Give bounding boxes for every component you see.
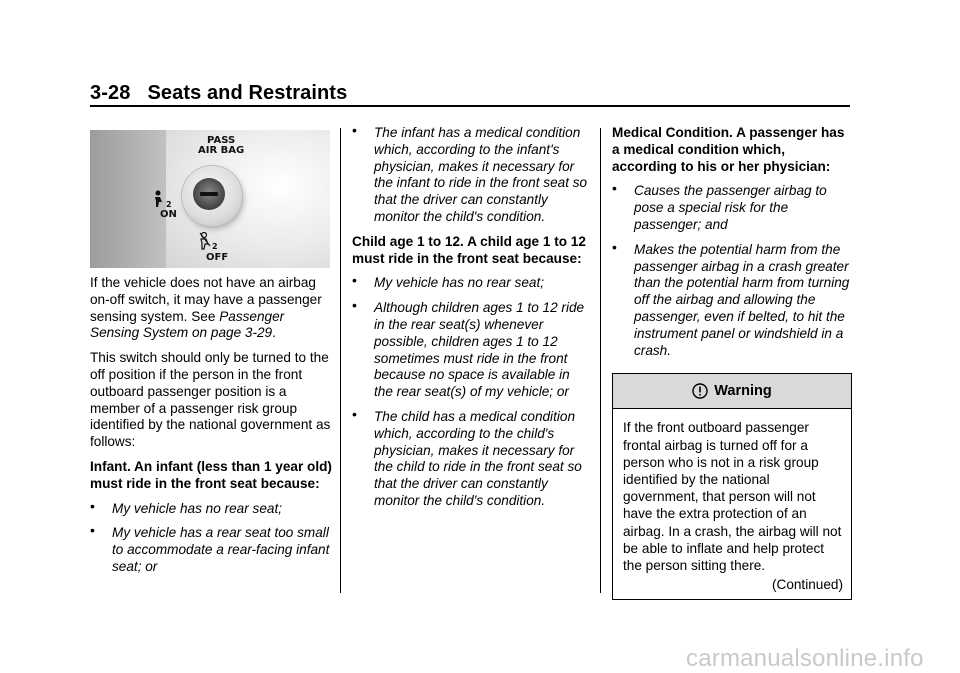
watermark-text: carmanualsonline.info: [686, 645, 924, 672]
on-label: ON: [160, 209, 177, 220]
page-header: [90, 82, 347, 105]
list-item: • My vehicle has a rear seat too small to accommodate a rear-facing infant seat; or: [90, 525, 333, 575]
infant-bullet-continued: [352, 125, 592, 226]
warning-icon: [692, 383, 708, 399]
column-3: [612, 125, 852, 600]
list-item: • The child has a medical condition which, according to the child's physician, makes it necessary for the child to ride in the front seat so that the driver can constantly monitor the child's condition.: [352, 409, 592, 510]
warning-box: [612, 373, 852, 600]
intro-text: If the vehicle does not have an airbag on-off switch, it may have a passenger sensing system. See: [90, 275, 322, 324]
airbag-label: AIR BAG: [198, 145, 245, 156]
cross-reference: Passenger Sensing System on page 3-29: [90, 308, 285, 341]
intro-end: .: [272, 325, 276, 341]
child-bullet-list: [352, 275, 592, 509]
pass-airbag-label: [198, 136, 244, 156]
list-item: • Makes the potential harm from the passenger airbag in a crash greater than the potential harm from turning off the airbag and allowing the passenger, even if belted, to hit the instrument panel or windshield in a crash.: [612, 242, 852, 360]
column-2: [352, 125, 592, 518]
warning-title: Warning: [714, 382, 772, 399]
list-item: • Causes the passenger airbag to pose a special risk for the passenger; and: [612, 183, 852, 233]
list-item: • My vehicle has no rear seat;: [352, 275, 592, 292]
list-item: • Although children ages 1 to 12 ride in the rear seat(s) whenever possible, children ages 1 to 12 sometimes must ride in the front because no space is available in the rear seat(s) of my vehicle; or: [352, 300, 592, 401]
column-1: [90, 275, 333, 584]
column-divider: [340, 128, 341, 593]
medical-bullet-list: [612, 183, 852, 359]
key-slot: [200, 192, 218, 196]
column-divider: [600, 128, 601, 593]
switch-paragraph: This switch should only be turned to the off position if the person in the front outboard passenger position is a member of a passenger risk group identified by the national government as follows:: [90, 350, 331, 450]
off-label: OFF: [206, 252, 229, 263]
infant-heading: Infant. An infant (less than 1 year old) must ride in the front seat because:: [90, 458, 332, 491]
on-icon-sub: 2: [166, 200, 172, 209]
page-number: 3-28: [90, 82, 131, 104]
section-title: Seats and Restraints: [147, 82, 348, 104]
medical-heading: Medical Condition. A passenger has a medical condition which, according to his or her physician:: [612, 125, 845, 174]
warning-body: [613, 409, 851, 599]
child-heading: Child age 1 to 12. A child age 1 to 12 must ride in the front seat because:: [352, 233, 586, 266]
continued-label: (Continued): [771, 577, 843, 593]
pass-label: PASS: [207, 135, 236, 146]
intro-paragraph: [90, 275, 333, 342]
infant-bullet-list: [90, 501, 333, 576]
list-item: • The infant has a medical condition which, according to the infant's physician, makes it necessary for the infant to ride in the front seat so that the driver can constantly monitor the child's condition.: [352, 125, 592, 226]
warning-header: [613, 374, 851, 409]
warning-text: If the front outboard passenger frontal airbag is turned off for a person who is not in a risk group identified by the national government, that person will not have the extra protection of an airbag. In a crash, the airbag will not be able to inflate and help protect the person sitting there.: [623, 420, 842, 573]
header-rule: [90, 105, 850, 107]
airbag-switch-photo: [90, 130, 330, 268]
list-item: • My vehicle has no rear seat;: [90, 501, 333, 518]
off-icon-sub: 2: [212, 242, 218, 251]
